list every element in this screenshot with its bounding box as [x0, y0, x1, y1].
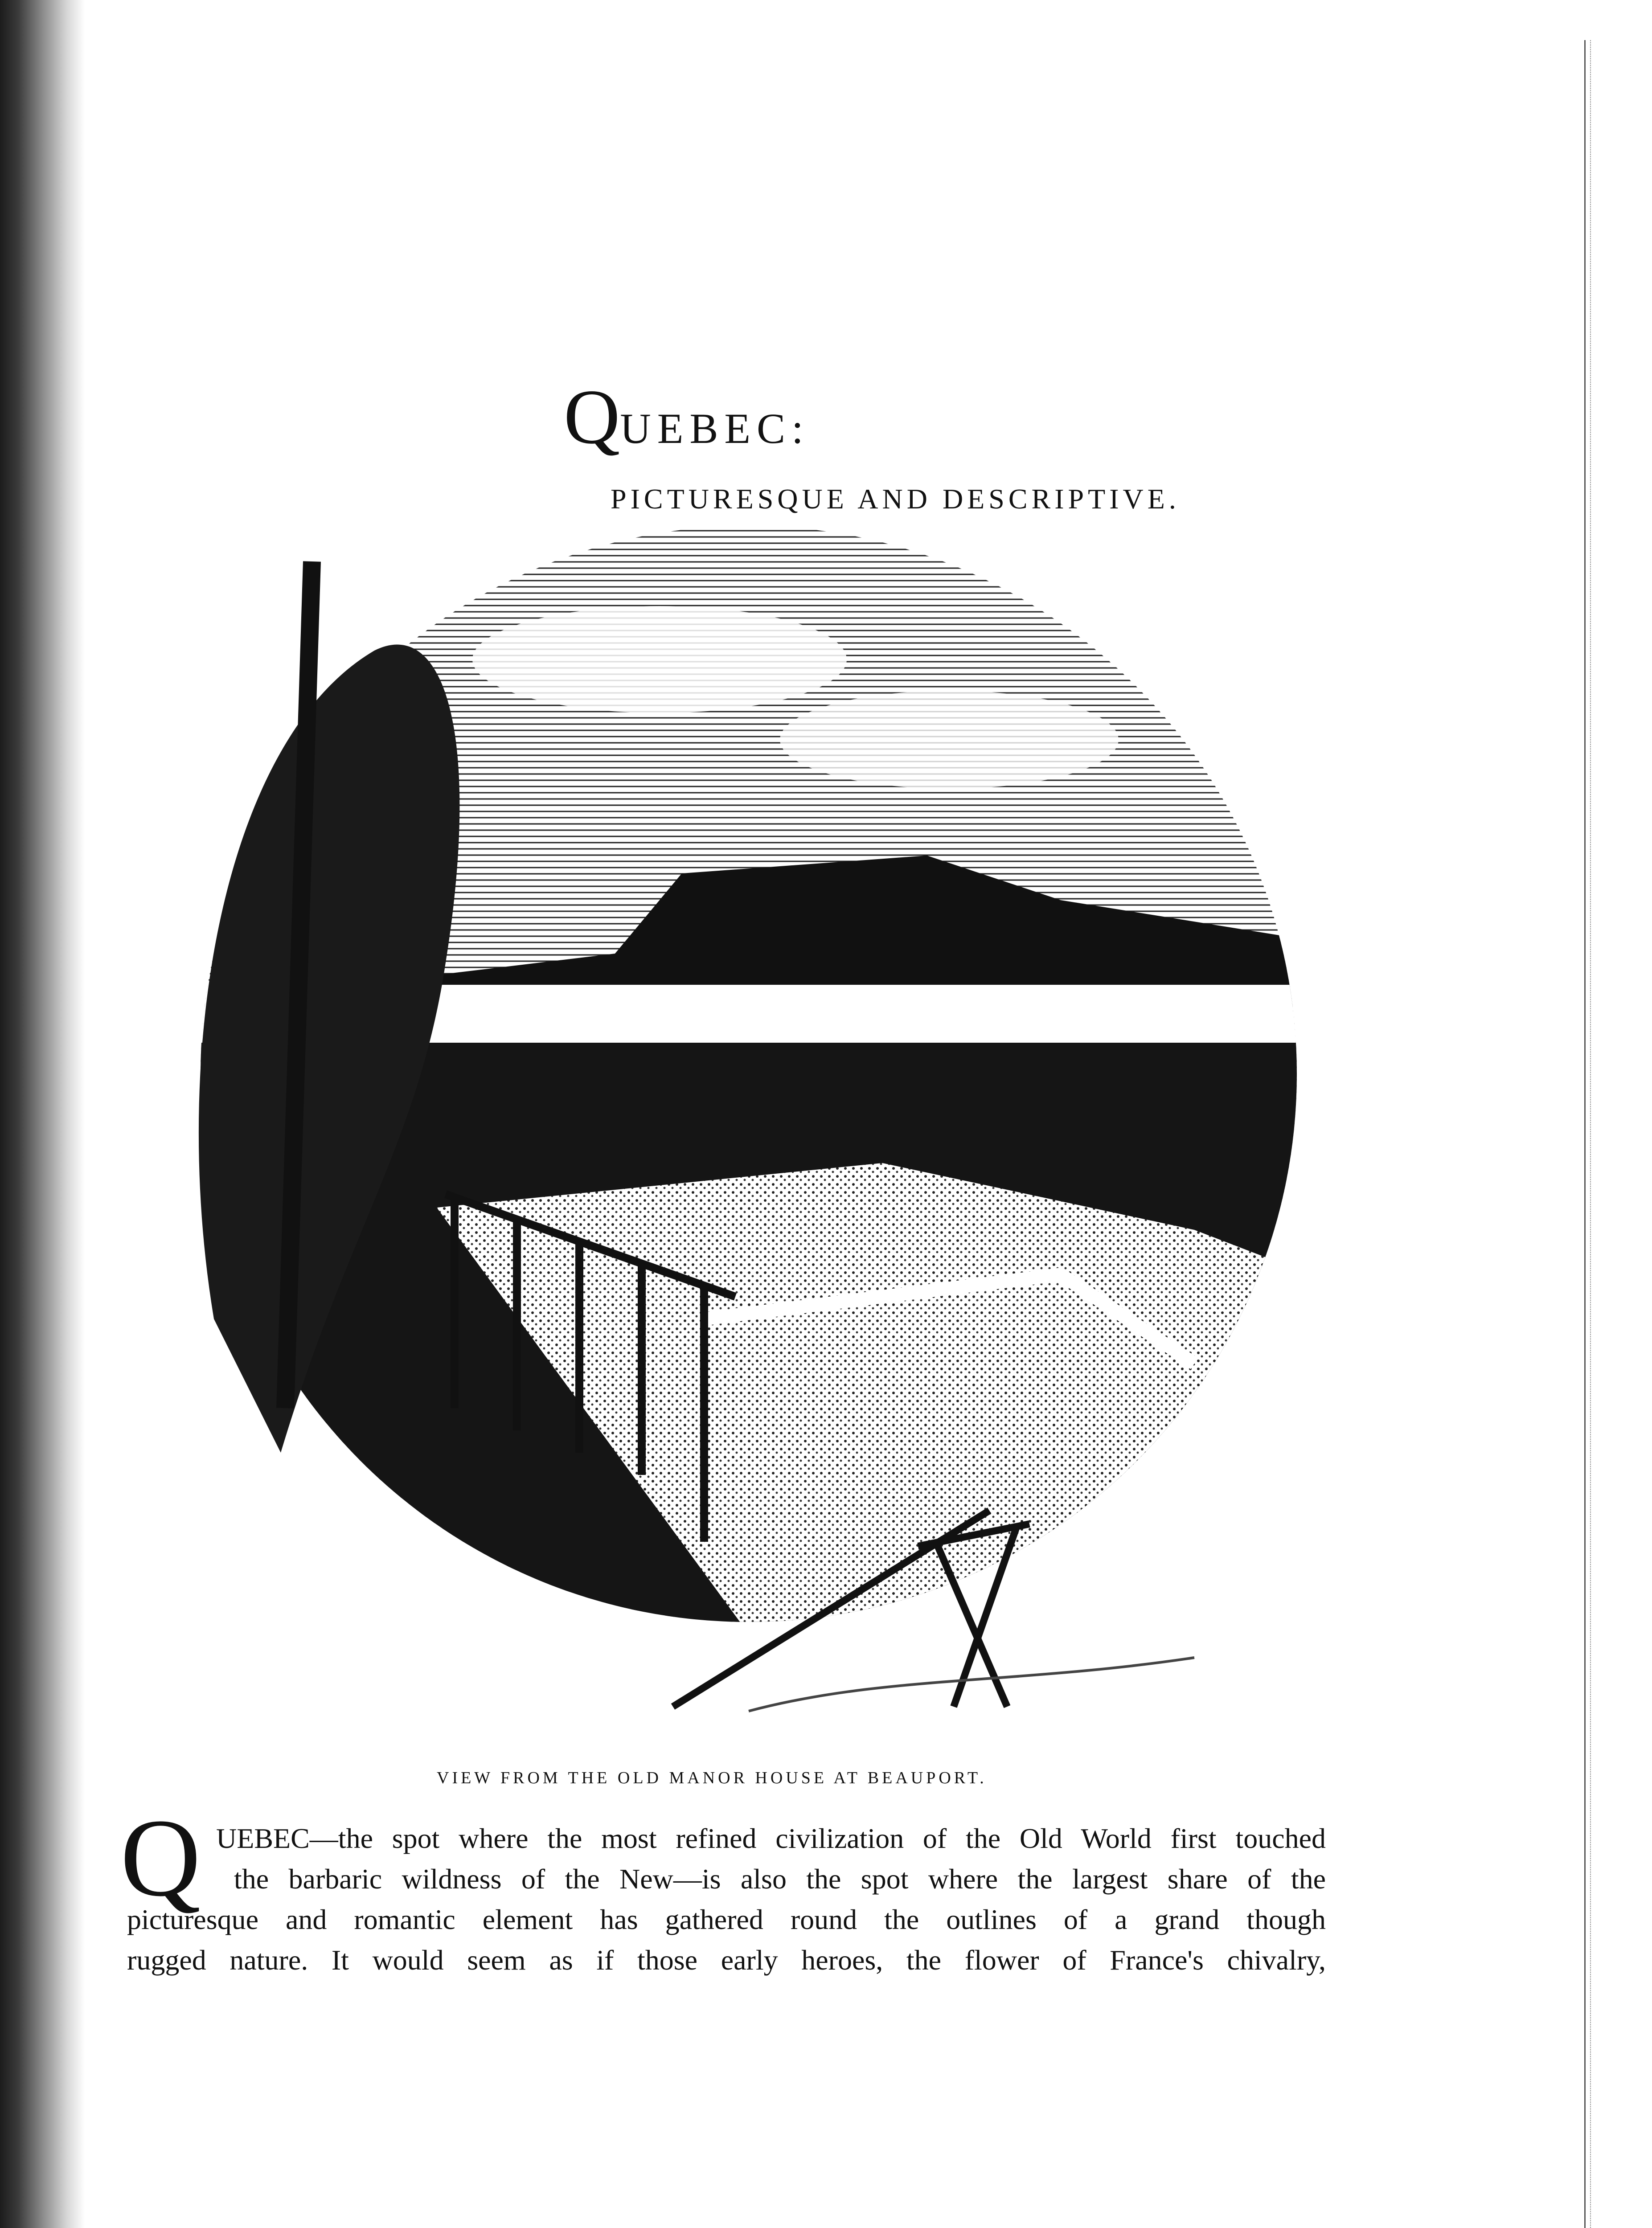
body-paragraph	[120, 1796, 1326, 2041]
title-rest: UEBEC:	[620, 405, 810, 452]
illustration-caption: VIEW FROM THE OLD MANOR HOUSE AT BEAUPORT.	[437, 1769, 987, 1787]
body-line: UEBEC—the spot where the most refined civilization of the Old World first touched	[216, 1823, 1326, 1854]
body-line: the barbaric wildness of the New—is also the spot where the largest share of the	[234, 1863, 1326, 1895]
body-line: picturesque and romantic element has gathered round the outlines of a grand though	[127, 1904, 1326, 1935]
title-initial: Q	[564, 373, 620, 460]
beauport-engraving	[169, 428, 1310, 1756]
page-binding-shadow	[0, 0, 85, 2228]
body-line: rugged nature. It would seem as if those early heroes, the flower of France's chivalry,	[127, 1944, 1326, 1976]
page-edge-rule	[1584, 40, 1591, 2228]
page-subtitle: PICTURESQUE AND DESCRIPTIVE.	[611, 483, 1180, 515]
drop-cap: Q	[120, 1796, 201, 1920]
